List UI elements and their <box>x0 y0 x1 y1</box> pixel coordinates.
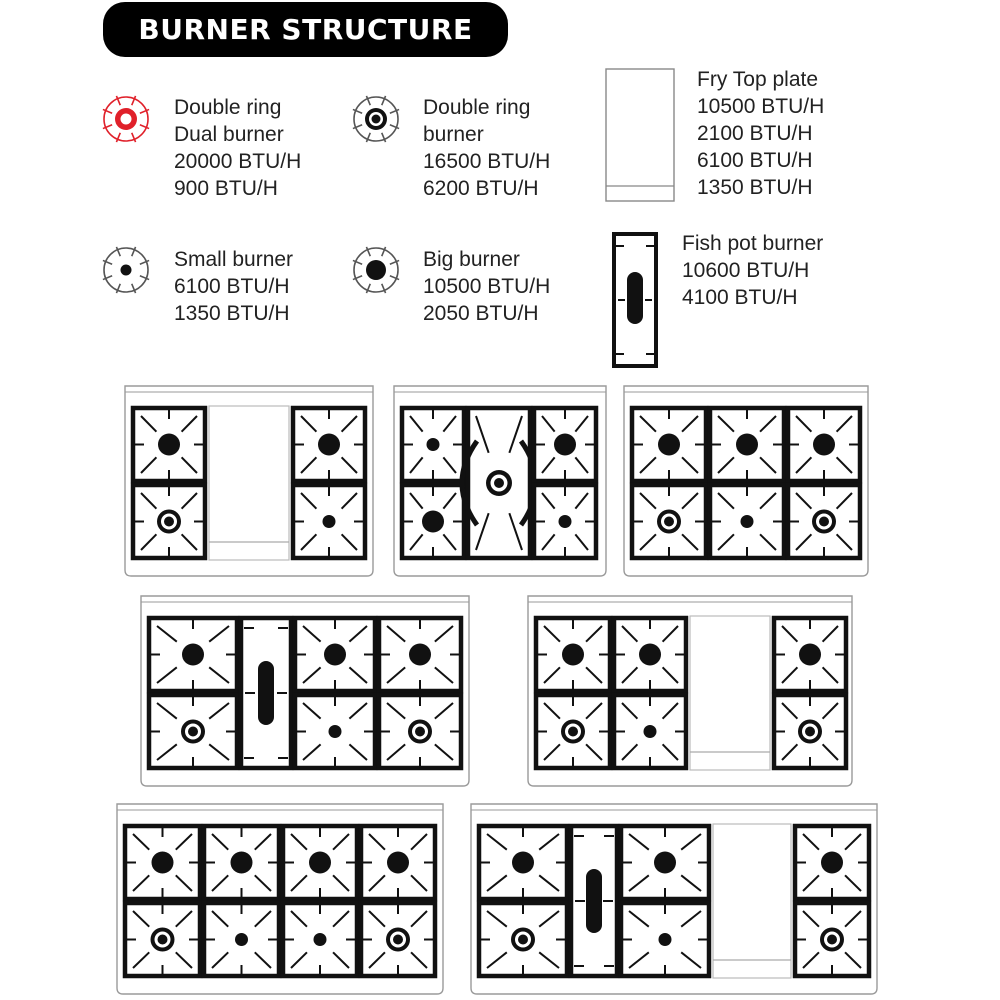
burner-grate <box>361 826 435 899</box>
legend-value: 6100 BTU/H <box>697 149 813 172</box>
legend-value: 1350 BTU/H <box>174 302 290 325</box>
wok-burner <box>462 408 536 558</box>
burner-grate <box>479 903 567 976</box>
legend-label: Double ring <box>423 96 531 119</box>
legend-value: 16500 BTU/H <box>423 150 551 173</box>
fry-top-plate <box>690 616 770 770</box>
legend-label: Fry Top plate <box>697 68 819 91</box>
burner-grate <box>774 695 846 768</box>
cooktop-6-burner-fish-pot <box>141 596 469 786</box>
burner-grate <box>149 618 237 691</box>
burner-grate <box>536 618 610 691</box>
burner-grate <box>614 618 686 691</box>
burner-grate <box>795 826 869 899</box>
fry-top-plate <box>209 406 289 560</box>
burner-grate <box>293 485 365 558</box>
burner-grate <box>614 695 686 768</box>
fry-top-plate-icon <box>606 69 674 201</box>
legend-label: Dual burner <box>174 123 284 146</box>
burner-grate <box>710 485 784 558</box>
burner-grate <box>534 408 596 481</box>
burner-grate <box>379 618 461 691</box>
small-burner-icon <box>103 247 149 293</box>
burner-grate <box>125 826 200 899</box>
legend-label: Double ring <box>174 96 282 119</box>
burner-grate <box>149 695 237 768</box>
page-title: BURNER STRUCTURE <box>138 13 473 46</box>
burner-grate <box>133 408 205 481</box>
legend-label: Small burner <box>174 248 294 271</box>
legend-value: 2050 BTU/H <box>423 302 539 325</box>
fry-top-plate <box>713 824 791 978</box>
burner-grate <box>361 903 435 976</box>
burner-grate <box>295 618 375 691</box>
legend-value: 1350 BTU/H <box>697 176 813 199</box>
burner-grate <box>295 695 375 768</box>
burner-grate <box>632 485 706 558</box>
burner-grate <box>379 695 461 768</box>
burner-grate <box>788 485 860 558</box>
burner-grate <box>795 903 869 976</box>
burner-grate <box>293 408 365 481</box>
burner-grate <box>534 485 596 558</box>
legend-label: burner <box>423 123 484 146</box>
burner-grate <box>788 408 860 481</box>
legend-value: 10500 BTU/H <box>423 275 551 298</box>
burner-grate <box>133 485 205 558</box>
cooktop-4-burner-fry-top <box>125 386 373 576</box>
burner-grate <box>283 826 357 899</box>
burner-grate <box>402 485 464 558</box>
burner-grate <box>283 903 357 976</box>
burner-grate <box>204 903 279 976</box>
cooktop-5-burner-wok <box>394 386 606 576</box>
big-burner-icon <box>353 247 399 293</box>
cooktop-6-burner-fry-top <box>528 596 852 786</box>
burner-grate <box>536 695 610 768</box>
burner-grate <box>632 408 706 481</box>
legend-value: 10500 BTU/H <box>697 95 825 118</box>
double-ring-burner-icon <box>353 96 399 142</box>
burner-grate <box>774 618 846 691</box>
fish-pot-burner-icon <box>614 234 656 366</box>
fish-pot-burner <box>241 618 291 768</box>
burner-grate <box>204 826 279 899</box>
fish-pot-burner <box>571 826 617 976</box>
cooktop-6-burner-fish-pot-fry-top <box>471 804 877 994</box>
cooktop-8-burner <box>117 804 443 994</box>
burner-grate <box>710 408 784 481</box>
burner-grate <box>125 903 200 976</box>
legend-value: 2100 BTU/H <box>697 122 813 145</box>
legend-value: 6100 BTU/H <box>174 275 290 298</box>
legend-value: 10600 BTU/H <box>682 259 810 282</box>
cooktop-6-burner <box>624 386 868 576</box>
legend-label: Fish pot burner <box>682 232 824 255</box>
legend-value: 6200 BTU/H <box>423 177 539 200</box>
double-ring-dual-burner-icon <box>103 96 149 142</box>
burner-grate <box>621 826 709 899</box>
legend-label: Big burner <box>423 248 520 271</box>
legend-value: 900 BTU/H <box>174 177 278 200</box>
legend-value: 4100 BTU/H <box>682 286 798 309</box>
legend-value: 20000 BTU/H <box>174 150 302 173</box>
burner-grate <box>479 826 567 899</box>
burner-grate <box>621 903 709 976</box>
burner-grate <box>402 408 464 481</box>
